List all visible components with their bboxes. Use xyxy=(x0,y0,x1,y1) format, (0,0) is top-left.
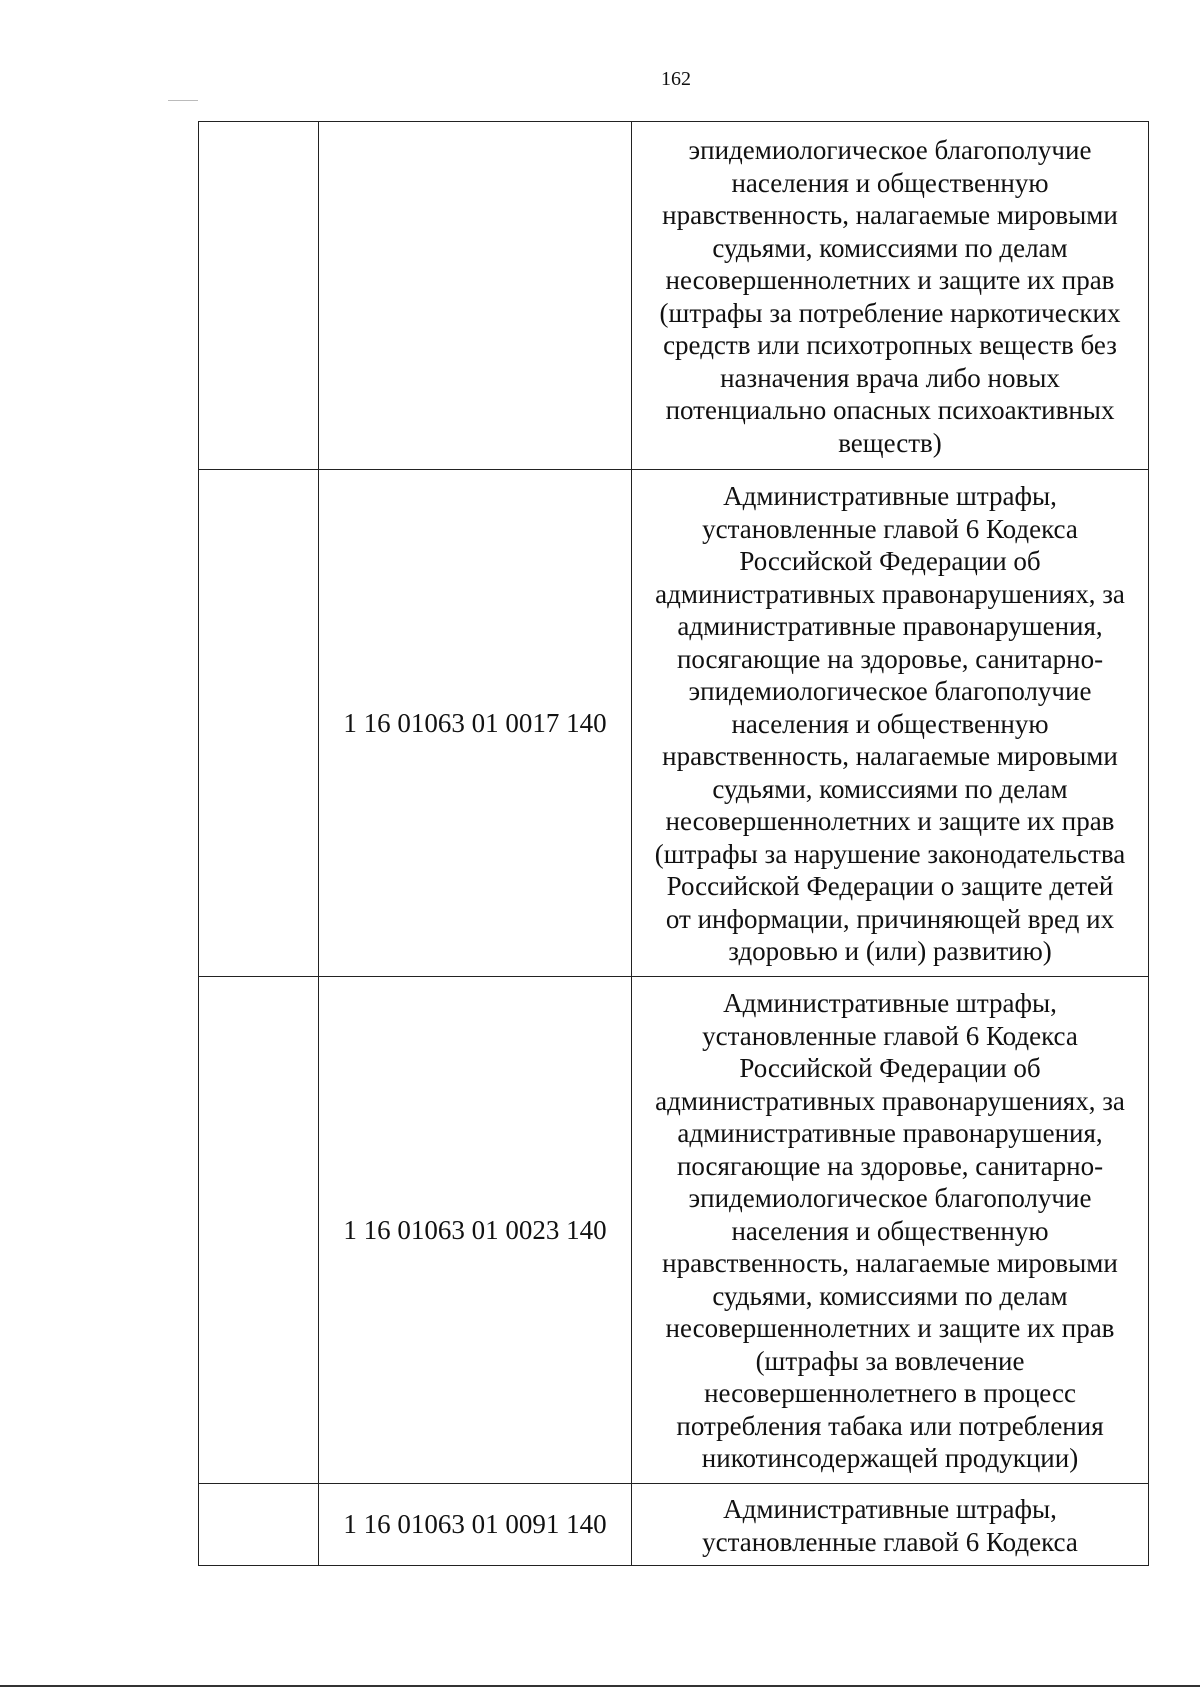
admin-code-cell xyxy=(199,122,319,470)
description-line: установленные главой 6 Кодекса xyxy=(702,1020,1078,1051)
description-cell xyxy=(632,122,1149,470)
description-line: посягающие на здоровье, санитарно- xyxy=(676,643,1104,674)
description-line: населения и общественную xyxy=(731,708,1049,739)
description-line: потенциально опасных психоактивных xyxy=(665,395,1115,425)
description-line: здоровью и (или) развитию) xyxy=(728,936,1052,967)
description-line: административные правонарушения, xyxy=(677,1118,1103,1149)
table-row xyxy=(199,1484,1149,1566)
description-line: установленные главой 6 Кодекса xyxy=(702,1526,1078,1557)
budget-code-cell: 1 16 01063 01 0023 140 xyxy=(319,977,632,1484)
description-line: установленные главой 6 Кодекса xyxy=(702,513,1078,544)
table-row xyxy=(199,122,1149,470)
description-line: (штрафы за вовлечение xyxy=(755,1345,1025,1376)
table-row xyxy=(199,977,1149,1484)
description-line: несовершеннолетнего в процесс xyxy=(704,1378,1076,1409)
description-line: административных правонарушениях, за xyxy=(655,1085,1125,1116)
description-line: Административные штрафы, xyxy=(723,481,1057,512)
description-line: судьями, комиссиями по делам xyxy=(712,773,1068,804)
budget-code-cell: 1 16 01063 01 0017 140 xyxy=(319,470,632,977)
description-line: эпидемиологическое благополучие xyxy=(688,676,1092,707)
description-line: административных правонарушениях, за xyxy=(655,578,1125,609)
description-line: нравственность, налагаемые мировыми xyxy=(662,200,1118,230)
description-cell xyxy=(632,470,1149,977)
description-cell xyxy=(632,1484,1149,1566)
description-line: населения и общественную xyxy=(731,167,1049,198)
description-line: (штрафы за потребление наркотических xyxy=(659,297,1121,328)
admin-code-cell xyxy=(199,470,319,977)
description-line: средств или психотропных веществ без xyxy=(663,330,1117,360)
budget-code-cell: 1 16 01063 01 0091 140 xyxy=(319,1484,632,1566)
description-line: потребления табака или потребления xyxy=(676,1410,1104,1441)
description-line: эпидемиологическое благополучие xyxy=(688,135,1092,165)
description-line: от информации, причиняющей вред их xyxy=(665,903,1115,934)
description-line: (штрафы за нарушение законодательства xyxy=(654,838,1126,869)
description-cell xyxy=(632,977,1149,1484)
description-line: населения и общественную xyxy=(731,1215,1049,1246)
budget-code-cell xyxy=(319,122,632,470)
description-line: несовершеннолетних и защите их прав xyxy=(665,806,1115,837)
description-line: посягающие на здоровье, санитарно- xyxy=(676,1150,1104,1181)
admin-code-cell xyxy=(199,1484,319,1566)
description-line: Административные штрафы, xyxy=(723,988,1057,1019)
description-line: нравственность, налагаемые мировыми xyxy=(662,741,1118,772)
admin-code-cell xyxy=(199,977,319,1484)
description-line: никотинсодержащей продукции) xyxy=(701,1443,1079,1474)
page-bottom-edge xyxy=(0,1685,1200,1687)
table-row xyxy=(199,470,1149,977)
description-line: эпидемиологическое благополучие xyxy=(688,1183,1092,1214)
description-line: нравственность, налагаемые мировыми xyxy=(662,1248,1118,1279)
description-line: административные правонарушения, xyxy=(677,611,1103,642)
page-number: 162 xyxy=(661,68,691,90)
description-line: судьями, комиссиями по делам xyxy=(712,1280,1068,1311)
description-line: несовершеннолетних и защите их прав xyxy=(665,265,1115,295)
description-line: назначения врача либо новых xyxy=(720,362,1060,393)
description-line: Российской Федерации об xyxy=(739,1053,1041,1084)
description-line: Административные штрафы, xyxy=(723,1494,1057,1524)
description-line: судьями, комиссиями по делам xyxy=(712,232,1068,263)
budget-codes-table xyxy=(198,121,1149,1566)
description-line: несовершеннолетних и защите их прав xyxy=(665,1313,1115,1344)
scan-mark xyxy=(168,100,198,101)
description-line: веществ) xyxy=(838,427,942,458)
description-line: Российской Федерации об xyxy=(739,546,1041,577)
description-line: Российской Федерации о защите детей xyxy=(666,871,1114,902)
